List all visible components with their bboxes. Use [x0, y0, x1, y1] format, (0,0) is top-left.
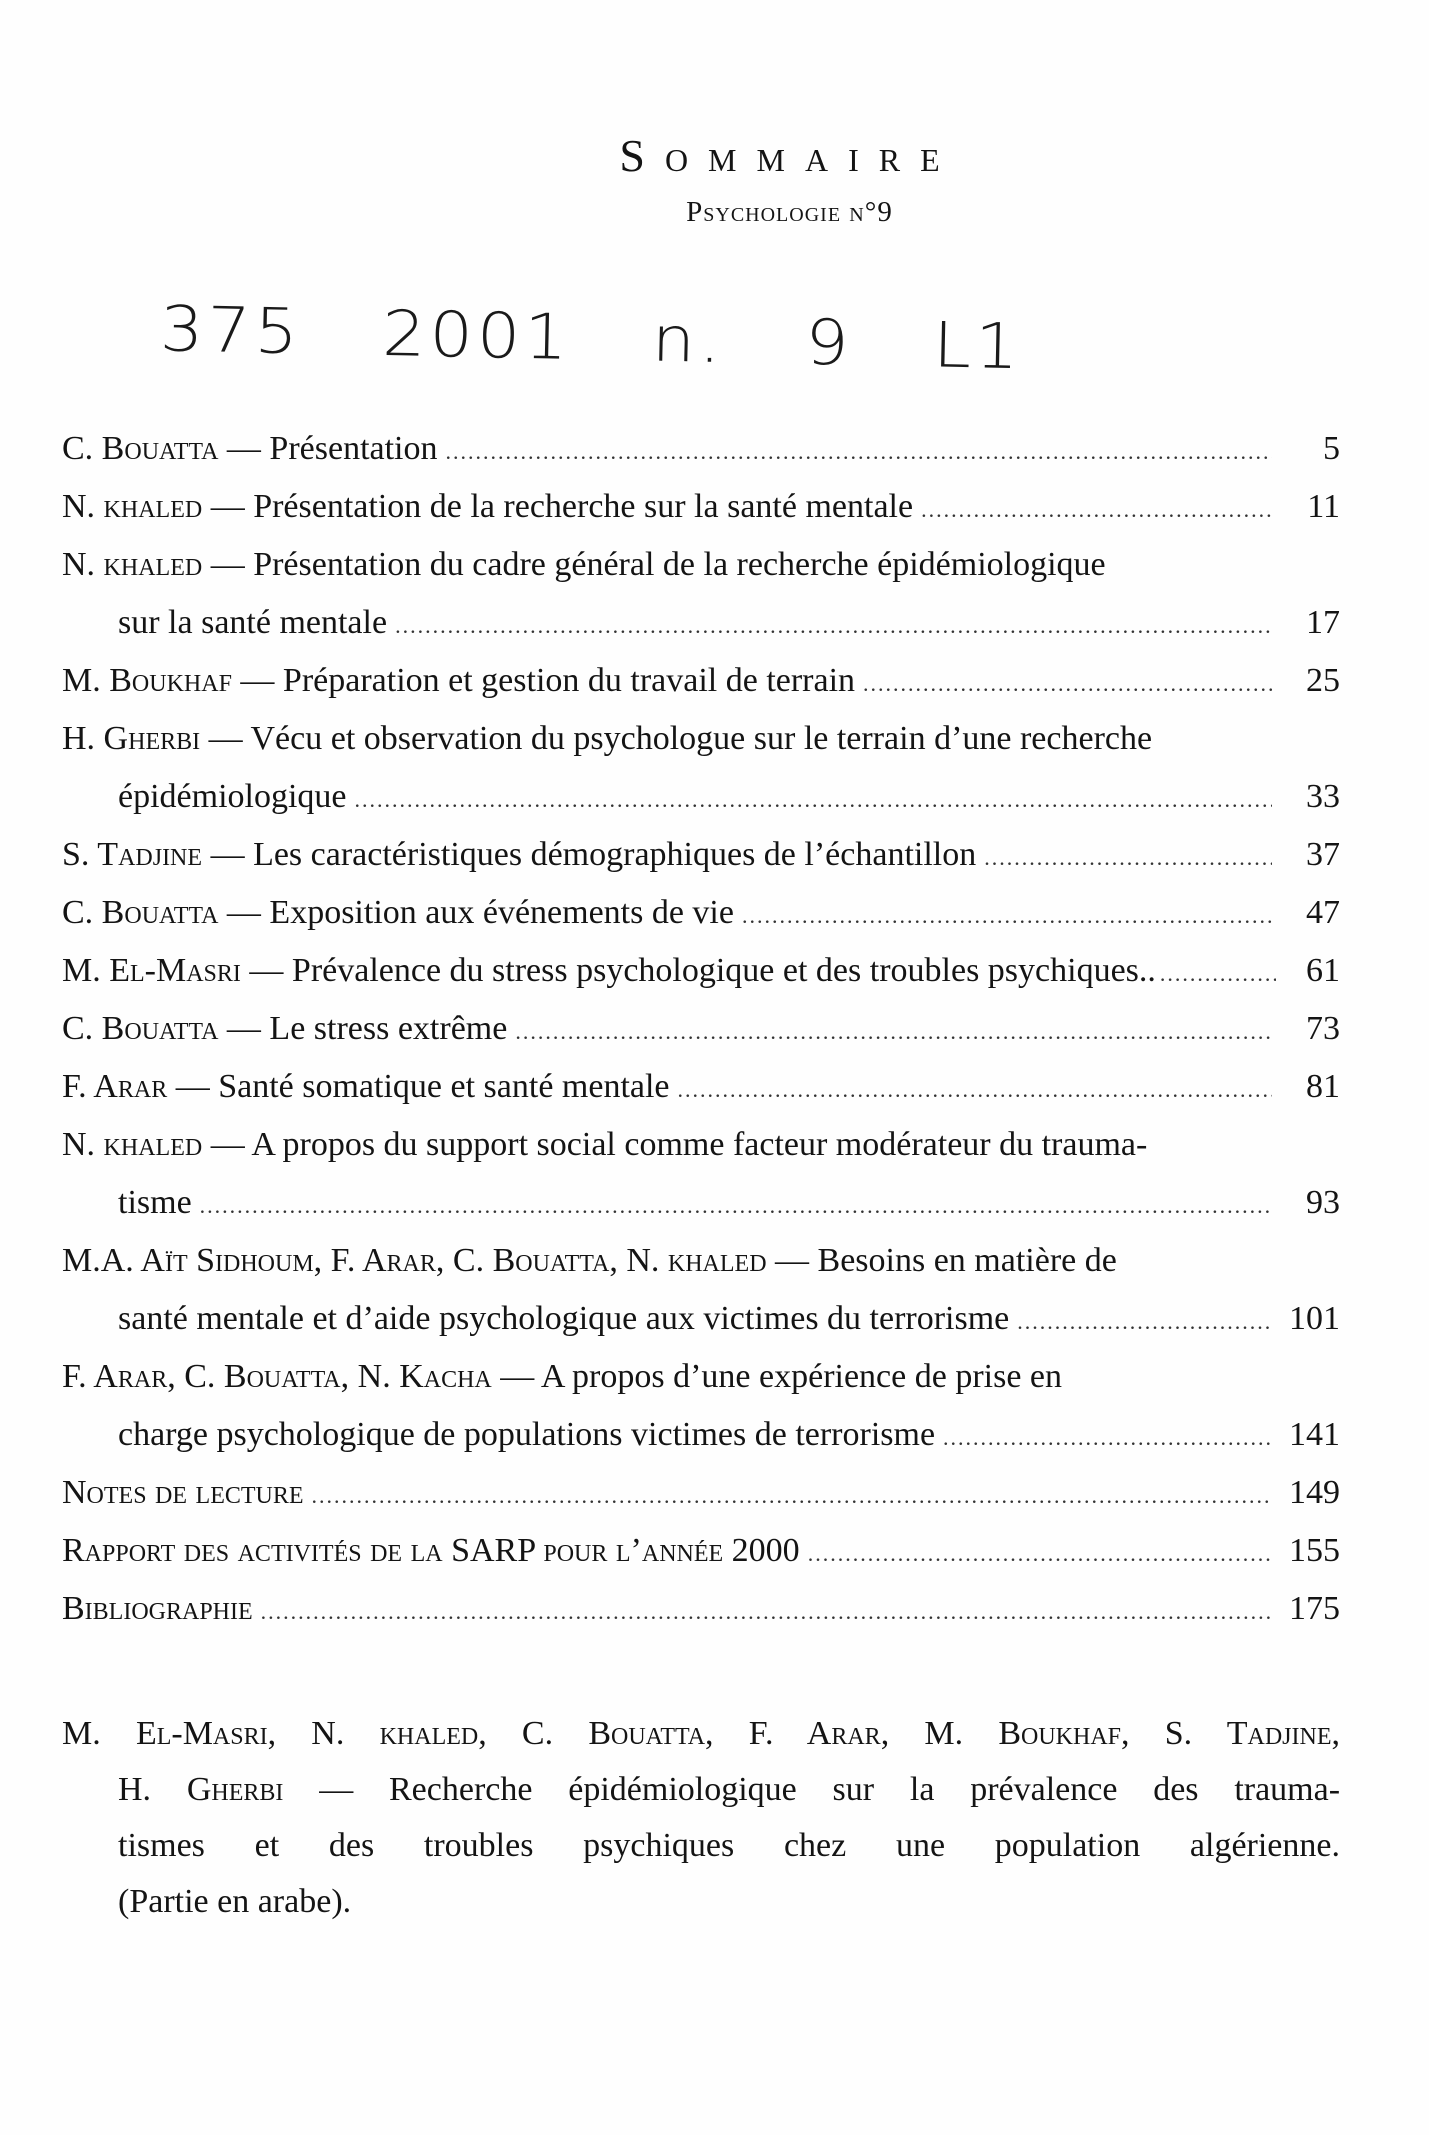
em-dash: — [175, 1068, 210, 1105]
entry-author: N. khaled [62, 1126, 203, 1163]
toc-section[interactable] [62, 1586, 1340, 1635]
entry-title: Présentation [269, 430, 438, 467]
toc-entry[interactable] [62, 484, 1340, 533]
em-dash: — [240, 662, 275, 699]
entry-author: F. Arar, C. Bouatta, N. Kacha [62, 1358, 492, 1395]
em-dash: — [775, 1242, 810, 1279]
handwritten-note: 375 2001 n. 9 L1 [159, 293, 1024, 384]
em-dash: — [319, 1771, 354, 1808]
entry-author: S. Tadjine [62, 836, 203, 873]
entry-author: M. Boukhaf [62, 662, 232, 699]
entry-page: 175 [1289, 1590, 1340, 1627]
toc-entry-continuation[interactable] [118, 600, 1340, 649]
entry-title: Besoins en matière de [817, 1242, 1117, 1279]
footer-line-2 [62, 1762, 1340, 1818]
em-dash: — [500, 1358, 535, 1395]
toc-entry[interactable] [62, 716, 1340, 762]
toc-entry[interactable] [62, 1238, 1340, 1284]
entry-title: Vécu et observation du psychologue sur le terrain d’une recherche [250, 720, 1153, 757]
entry-title: Les caractéristiques démographiques de l’échantillon [253, 836, 977, 873]
entry-author: H. Gherbi [62, 720, 201, 757]
entry-author: F. Arar [62, 1068, 168, 1105]
em-dash: — [249, 952, 284, 989]
entry-page: 61 [1306, 952, 1340, 989]
entry-title: A propos du support social comme facteur modérateur du trauma- [251, 1126, 1148, 1163]
entry-page: 11 [1307, 488, 1340, 525]
entry-title: Santé somatique et santé mentale [218, 1068, 670, 1105]
entry-page: 93 [1306, 1184, 1340, 1221]
entry-author: C. Bouatta [62, 1010, 219, 1047]
entry-page: 47 [1306, 894, 1340, 931]
leader-dots [808, 1531, 1272, 1577]
leader-dots [312, 1473, 1272, 1519]
section-title: Bibliographie [62, 1590, 253, 1627]
toc-entry[interactable] [62, 1122, 1340, 1168]
entry-page: 37 [1306, 836, 1340, 873]
entry-author: N. khaled [62, 488, 203, 525]
section-title: Rapport des activités de la SARP pour l’année 2000 [62, 1532, 800, 1569]
toc-entry[interactable] [62, 1064, 1340, 1113]
leader-dots [1160, 951, 1276, 997]
entry-title: Préparation et gestion du travail de terrain [282, 662, 856, 699]
em-dash: — [226, 894, 261, 931]
leader-dots [355, 777, 1272, 823]
leader-dots [395, 603, 1272, 649]
footer-line-4: (Partie en arabe). [118, 1883, 352, 1920]
toc-entry[interactable] [62, 948, 1340, 997]
entry-title: Prévalence du stress psychologique et des troubles psychiques.. [291, 952, 1156, 989]
em-dash: — [210, 488, 245, 525]
entry-author: N. khaled [62, 546, 203, 583]
toc-section[interactable] [62, 1470, 1340, 1519]
em-dash: — [210, 836, 245, 873]
entry-title-cont: sur la santé mentale [118, 604, 388, 641]
entry-title-cont: épidémiologique [118, 778, 347, 815]
entry-title-cont: santé mentale et d’aide psychologique aux victimes du terrorisme [118, 1300, 1010, 1337]
footer-authors: M. El-Masri, N. khaled, C. Bouatta, F. Arar, M. Boukhaf, S. Tadjine, [62, 1715, 1340, 1752]
leader-dots [446, 429, 1273, 475]
entry-page: 25 [1306, 662, 1340, 699]
leader-dots [921, 487, 1272, 533]
entry-title-cont: charge psychologique de populations victimes de terrorisme [118, 1416, 936, 1453]
entry-title: Présentation du cadre général de la recherche épidémiologique [253, 546, 1106, 583]
entry-page: 5 [1323, 430, 1340, 467]
toc-entry[interactable] [62, 542, 1340, 588]
leader-dots [742, 893, 1272, 939]
em-dash: — [210, 1126, 245, 1163]
entry-title: Exposition aux événements de vie [269, 894, 734, 931]
leader-dots [261, 1589, 1272, 1635]
leader-dots [678, 1067, 1272, 1113]
toc-entry[interactable] [62, 1006, 1340, 1055]
em-dash: — [226, 1010, 261, 1047]
entry-title: Présentation de la recherche sur la santé mentale [253, 488, 914, 525]
leader-dots [863, 661, 1272, 707]
entry-page: 101 [1289, 1300, 1340, 1337]
toc-entry[interactable] [62, 426, 1340, 475]
entry-author: C. Bouatta [62, 894, 219, 931]
toc-entry-continuation[interactable] [118, 1296, 1340, 1345]
entry-title: A propos d’une expérience de prise en [540, 1358, 1063, 1395]
toc-entry-continuation[interactable] [118, 1412, 1340, 1461]
em-dash: — [210, 546, 245, 583]
leader-dots [943, 1415, 1272, 1461]
entry-page: 141 [1289, 1416, 1340, 1453]
entry-page: 149 [1289, 1474, 1340, 1511]
entry-title: Le stress extrême [269, 1010, 508, 1047]
em-dash: — [208, 720, 243, 757]
toc-entry[interactable] [62, 890, 1340, 939]
entry-page: 73 [1306, 1010, 1340, 1047]
toc-section[interactable] [62, 1528, 1340, 1577]
leader-dots [200, 1183, 1272, 1229]
toc-entry[interactable] [62, 832, 1340, 881]
em-dash: — [226, 430, 261, 467]
footer-line-3: tismes et des troubles psychiques chez une population algérienne. [118, 1827, 1340, 1864]
leader-dots [1017, 1299, 1272, 1345]
entry-author: M. El-Masri [62, 952, 241, 989]
entry-page: 33 [1306, 778, 1340, 815]
section-title: Notes de lecture [62, 1474, 304, 1511]
toc-entry[interactable] [62, 1354, 1340, 1400]
page-title: Sommaire [619, 130, 960, 181]
arabic-part-note [62, 1706, 1340, 1930]
entry-author: C. Bouatta [62, 430, 219, 467]
leader-dots [515, 1009, 1272, 1055]
entry-page: 155 [1289, 1532, 1340, 1569]
page-subtitle: Psychologie n°9 [686, 196, 893, 228]
entry-page: 81 [1306, 1068, 1340, 1105]
entry-author: M.A. Aït Sidhoum, F. Arar, C. Bouatta, N. khaled [62, 1242, 767, 1279]
entry-title-cont: tisme [118, 1184, 192, 1221]
entry-page: 17 [1306, 604, 1340, 641]
toc-entry-continuation[interactable] [118, 1180, 1340, 1229]
footer-author: H. Gherbi [118, 1771, 284, 1808]
leader-dots [984, 835, 1272, 881]
toc-entry-continuation[interactable] [118, 774, 1340, 823]
footer-text: Recherche épidémiologique sur la prévalence des trauma- [389, 1771, 1341, 1808]
toc-entry[interactable] [62, 658, 1340, 707]
